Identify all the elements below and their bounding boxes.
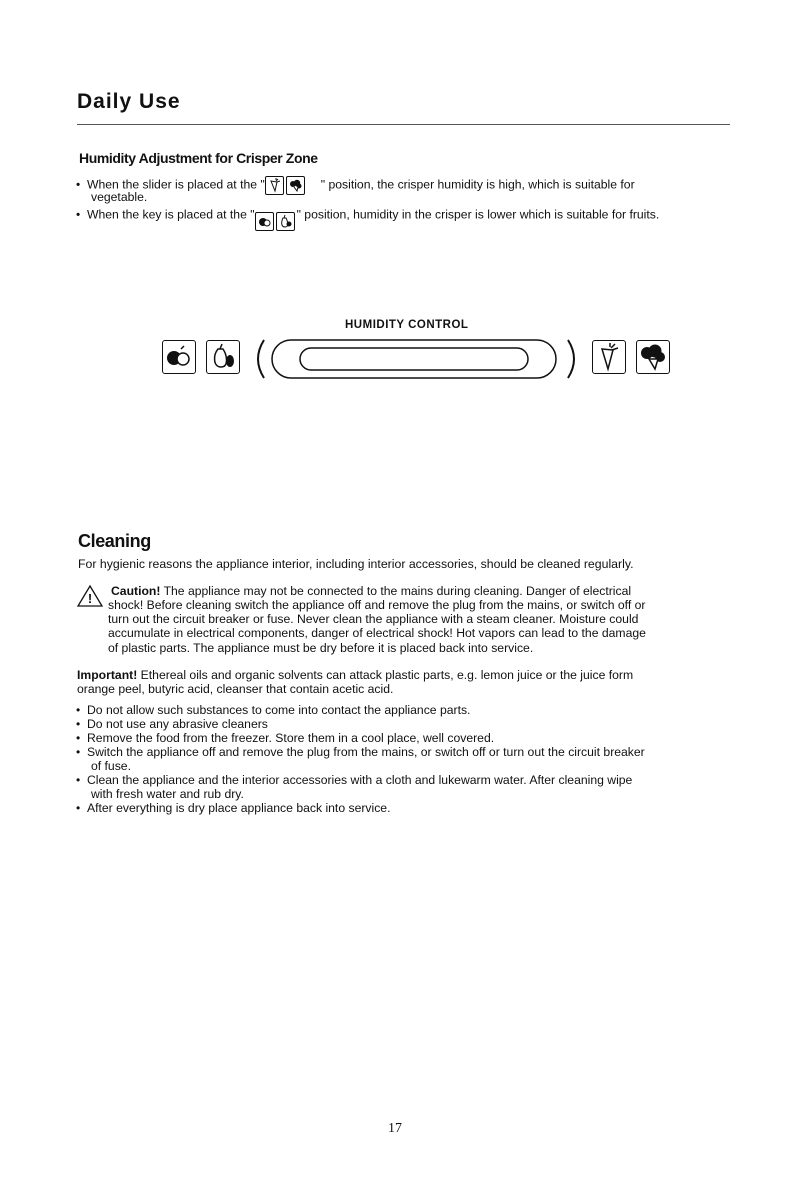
bullet-dot: • [76,177,81,192]
warning-icon [76,584,104,608]
bullet-2-text-start: When the key is placed at the " [86,207,255,222]
page-number: 17 [388,1121,402,1136]
page-title: Daily Use [77,90,181,113]
bullet-2-text-end: " position, humidity in the crisper is lower which is suitable for fruits. [296,207,660,222]
caution-line-5: of plastic parts. The appliance must be dry before it is placed back into service. [108,641,534,655]
caution-label: Caution! [111,584,161,598]
list-item: • Do not use any abrasive cleaners [76,717,268,731]
list-item-text: Switch the appliance off and remove the plug from the mains, or switch off or turn out the circuit breaker [86,745,645,759]
important-text: Ethereal oils and organic solvents can attack plastic parts, e.g. lemon juice or the juice form [137,668,634,682]
pear-icon [206,340,240,374]
caution-text: The appliance may not be connected to the mains during cleaning. Danger of electrical [160,584,632,598]
cleaning-heading: Cleaning [78,531,151,551]
important-line-1 [77,668,633,683]
broccoli-icon [636,340,670,374]
humidity-heading: Humidity Adjustment for Crisper Zone [79,150,318,166]
list-item-text: After everything is dry place appliance back into service. [86,801,391,815]
fruit-icon [162,340,196,374]
humidity-bullet-1-cont: vegetable. [91,190,148,204]
title-divider [77,124,730,125]
pear-icon [276,212,295,231]
list-item-text: Do not allow such substances to come into contact the appliance parts. [86,703,471,717]
bullet-dot: • [76,207,81,222]
humidity-slider-track[interactable] [250,336,590,382]
carrot-icon [265,176,284,195]
list-item-text: Clean the appliance and the interior accessories with a cloth and lukewarm water. After cleaning wipe [86,773,633,787]
cleaning-intro: For hygienic reasons the appliance interior, including interior accessories, should be cleaned regularly. [78,557,634,571]
caution-line-4: accumulate in electrical components, danger of electrical shock! Hot vapors can lead to the damage [108,626,646,640]
list-item: • Remove the food from the freezer. Store them in a cool place, well covered. [76,731,495,745]
carrot-icon [592,340,626,374]
list-item-text: Remove the food from the freezer. Store them in a cool place, well covered. [86,731,495,745]
important-line-2: orange peel, butyric acid, cleanser that contain acetic acid. [77,682,394,696]
list-item-cont: with fresh water and rub dry. [91,787,244,801]
svg-text:!: ! [87,591,93,606]
list-item: • After everything is dry place appliance back into service. [76,801,391,815]
humidity-control-label: HUMIDITY CONTROL [345,319,469,331]
fruit-icon [255,212,274,231]
list-item: • Clean the appliance and the interior accessories with a cloth and lukewarm water. After cleaning wipe [76,773,633,787]
broccoli-icon [286,176,305,195]
humidity-bullet-1 [76,176,635,195]
list-item: • Switch the appliance off and remove the plug from the mains, or switch off or turn out the circuit breaker [76,745,645,759]
caution-line-1 [111,584,631,599]
important-label: Important! [77,668,138,682]
list-item-cont: of fuse. [91,759,131,773]
bullet-1-text-start: When the slider is placed at the " [86,177,265,192]
caution-line-3: turn out the circuit breaker or fuse. Never clean the appliance with a steam cleaner. Moisture could [108,612,639,626]
list-item-text: Do not use any abrasive cleaners [86,717,268,731]
humidity-bullet-2 [76,206,659,225]
caution-line-2: shock! Before cleaning switch the appliance off and remove the plug from the mains, or switch off or [108,598,646,612]
list-item: • Do not allow such substances to come into contact the appliance parts. [76,703,471,717]
bullet-1-text-end: " position, the crisper humidity is high, which is suitable for [320,177,635,192]
